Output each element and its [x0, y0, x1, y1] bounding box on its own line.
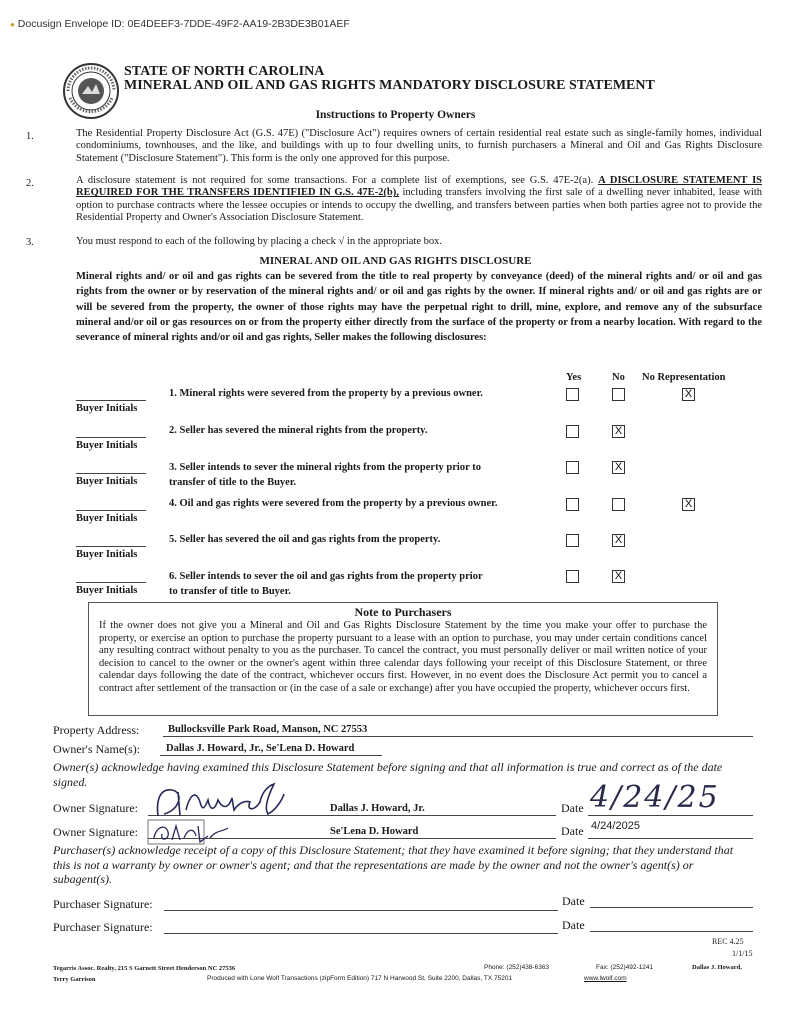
lone-wolf-link[interactable]: www.lwolf.com — [584, 975, 627, 982]
envelope-bullet-icon: ● — [10, 20, 15, 29]
question-text: 5. Seller has severed the oil and gas rights from the property. — [169, 534, 441, 545]
checkbox-no[interactable] — [612, 388, 625, 401]
buyer-initials-label: Buyer Initials — [76, 403, 138, 414]
owner-2-date-value[interactable]: 4/24/2025 — [591, 820, 640, 832]
buyer-initials-line[interactable] — [76, 400, 146, 401]
fax: Fax: (252)492-1241 — [596, 964, 654, 971]
owner-2-printed-name: Se'Lena D. Howard — [330, 826, 419, 837]
buyer-initials-label: Buyer Initials — [76, 476, 138, 487]
purchaser-2-date-line[interactable] — [590, 931, 753, 932]
phone: Phone: (252)438-6363 — [484, 964, 550, 971]
question-text: 4. Oil and gas rights were severed from the property by a previous owner. — [169, 498, 498, 509]
buyer-initials-label: Buyer Initials — [76, 513, 138, 524]
form-revision: 1/1/15 — [732, 949, 753, 958]
owner-1-date-handwritten[interactable]: 4/24/25 — [590, 780, 720, 815]
note-text: If the owner does not give you a Mineral and Oil and Gas Rights Disclosure Statement by the time you make your offer to purchase the property, or exercise an option to purchase the property pursuant to a lease with an option to purchase, you may under certain conditions cancel any resulting contract without penalty to you as the purchaser. To cancel the contract, you must personally deliver or mail written notice of your decision to cancel to the owner or the owner's agent within three calendar days following your receipt of this Disclosure Statement, or three calendar days following the date of the contract, whichever occurs first. However, in no event does the Disclosure Act permit you to cancel a contract after settlement of the transaction or (in the case of a sale or exchange) after you have occupied the property, whichever occurs first. — [99, 620, 707, 694]
checkbox-yes[interactable] — [566, 534, 579, 547]
buyer-initials-line[interactable] — [76, 473, 146, 474]
checkbox-norep[interactable]: X — [682, 388, 695, 401]
form-code: REC 4.25 — [712, 937, 744, 946]
instructions-title: Instructions to Property Owners — [315, 109, 476, 121]
checkbox-norep[interactable]: X — [682, 498, 695, 511]
purchaser-acknowledgement: Purchaser(s) acknowledge receipt of a copy of this Disclosure Statement; that they have examined it before signing; that they understand that this is not a warranty by owner or owner's agent; and that the representations are made by the owner and not the owner's agent(s) or subagent(s). — [53, 843, 734, 886]
buyer-initials-label: Buyer Initials — [76, 440, 138, 451]
buyer-initials-label: Buyer Initials — [76, 549, 138, 560]
envelope-id — [10, 18, 350, 30]
produced-with: Produced with Lone Wolf Transactions (zipForm Edition) 717 N Harwood St, Suite 2200, Dallas, TX 75201 — [207, 975, 513, 982]
note-title: Note to Purchasers — [354, 605, 452, 619]
question-text: 1. Mineral rights were severed from the property by a previous owner. — [169, 388, 483, 399]
column-no: No — [612, 372, 625, 383]
checkbox-yes[interactable] — [566, 498, 579, 511]
owner-acknowledgement: Owner(s) acknowledge having examined this Disclosure Statement before signing and that all information is true and correct as of the date signed. — [53, 760, 723, 789]
owner-2-date-label: Date — [561, 824, 584, 838]
purchaser-1-date-line[interactable] — [590, 907, 753, 908]
disclosure-title: MINERAL AND OIL AND GAS RIGHTS DISCLOSURE — [259, 255, 532, 267]
owner-signature-label: Owner Signature: — [53, 825, 138, 839]
checkbox-yes[interactable] — [566, 461, 579, 474]
buyer-initials-line[interactable] — [76, 546, 146, 547]
note-to-purchasers — [88, 602, 718, 716]
property-address-line — [163, 736, 753, 737]
owner-1-printed-name: Dallas J. Howard, Jr. — [330, 803, 425, 814]
question-text: 3. Seller intends to sever the mineral rights from the property prior to transfer of title to the Buyer. — [169, 462, 481, 488]
instruction-item-2: A disclosure statement is not required for some transactions. For a complete list of exemptions, see G.S. 47E-2(a). A DISCLOSURE STATEMENT IS REQUIRED FOR THE TRANSFERS IDENTIFIED IN G.S. 47E-2(b), including transfers involving the first sale of a dwelling never inhabited, lease with option to purchase contracts where the lessee occupies or intends to occupy the dwelling, and transfers between parties when both parties agree not to provide the Residential Property and Owner's Association Disclosure Statement. — [76, 175, 763, 224]
buyer-initials-label: Buyer Initials — [76, 585, 138, 596]
owner-signature-label: Owner Signature: — [53, 801, 138, 815]
purchaser-1-signature-line[interactable] — [164, 910, 558, 911]
owners-name-value[interactable]: Dallas J. Howard, Jr., Se'Lena D. Howard — [166, 743, 355, 754]
owner-1-handwritten-signature — [150, 780, 300, 822]
purchaser-1-date-label: Date — [562, 894, 585, 908]
checkbox-yes[interactable] — [566, 425, 579, 438]
owners-name-line — [160, 755, 382, 756]
checkbox-yes[interactable] — [566, 570, 579, 583]
purchaser-2-date-label: Date — [562, 918, 585, 932]
owner-1-date-line — [588, 815, 753, 816]
checkbox-no[interactable]: X — [612, 461, 625, 474]
owners-name-label: Owner's Name(s): — [53, 742, 141, 756]
property-address-value[interactable]: Bullocksville Park Road, Manson, NC 27553 — [168, 724, 368, 735]
purchaser-signature-label: Purchaser Signature: — [53, 920, 153, 934]
required-transfers-notice: A DISCLOSURE STATEMENT IS REQUIRED FOR THE TRANSFERS IDENTIFIED IN G.S. 47E-2(b), — [76, 175, 762, 199]
question-text: 6. Seller intends to sever the oil and gas rights from the property prior to transfer of title to Buyer. — [169, 571, 483, 597]
property-address-label: Property Address: — [53, 723, 140, 737]
checkbox-no[interactable] — [612, 498, 625, 511]
checkbox-no[interactable]: X — [612, 425, 625, 438]
envelope-id-text: Docusign Envelope ID: 0E4DEEF3-7DDE-49F2-AA19-2B3DE3B01AEF — [17, 18, 350, 30]
purchaser-signature-label: Purchaser Signature: — [53, 897, 153, 911]
checkbox-no[interactable]: X — [612, 570, 625, 583]
instruction-item-1: The Residential Property Disclosure Act (G.S. 47E) ("Disclosure Act") requires owners of certain residential real estate such as single-family homes, individual condominiums, townhouses, and the like, and buildings with up to four dwelling units, to furnish purchasers a Mineral and Oil and Gas Rights Disclosure Statement ("Disclosure Statement"). This form is the only one approved for this purpose. — [76, 128, 762, 164]
question-text: 2. Seller has severed the mineral rights from the property. — [169, 425, 428, 436]
column-yes: Yes — [566, 372, 582, 383]
title-form: MINERAL AND OIL AND GAS RIGHTS MANDATORY DISCLOSURE STATEMENT — [124, 78, 655, 93]
instruction-number: 3. — [26, 237, 34, 248]
file-name: Dallas J. Howard, — [692, 964, 742, 971]
checkbox-no[interactable]: X — [612, 534, 625, 547]
brokerage-info: Tegarris Assoc. Realty, 215 S Garnett Street Henderson NC 27536 — [53, 965, 236, 972]
owner-2-date-line — [588, 838, 753, 839]
instruction-number: 1. — [26, 131, 34, 142]
instruction-item-3: You must respond to each of the following by placing a check √ in the appropriate box. — [76, 236, 442, 247]
checkbox-yes[interactable] — [566, 388, 579, 401]
title-state: STATE OF NORTH CAROLINA — [124, 64, 325, 79]
instruction-number: 2. — [26, 178, 34, 189]
agent-name: Terry Garrison — [53, 976, 96, 983]
purchaser-2-signature-line[interactable] — [164, 933, 558, 934]
owner-1-date-label: Date — [561, 801, 584, 815]
buyer-initials-line[interactable] — [76, 510, 146, 511]
buyer-initials-line[interactable] — [76, 437, 146, 438]
column-no-representation: No Representation — [642, 372, 726, 383]
disclosure-intro: Mineral rights and/ or oil and gas rights can be severed from the title to real property by conveyance (deed) of the mineral rights and/ or oil and gas rights from the owner or by reservation of the mineral rights and/ or oil and gas rights by the owner. If mineral rights and/ or oil and gas rights are or will be severed from the property, the owner of those rights may have the perpetual right to drill, mine, explore, and remove any of the subsurface mineral and/or oil or gas resources on or from the property either directly from the surface of the property or from a nearby location. With regard to the severance of mineral rights and/or oil and gas rights, Seller makes the following disclosures: — [76, 271, 762, 344]
buyer-initials-line[interactable] — [76, 582, 146, 583]
